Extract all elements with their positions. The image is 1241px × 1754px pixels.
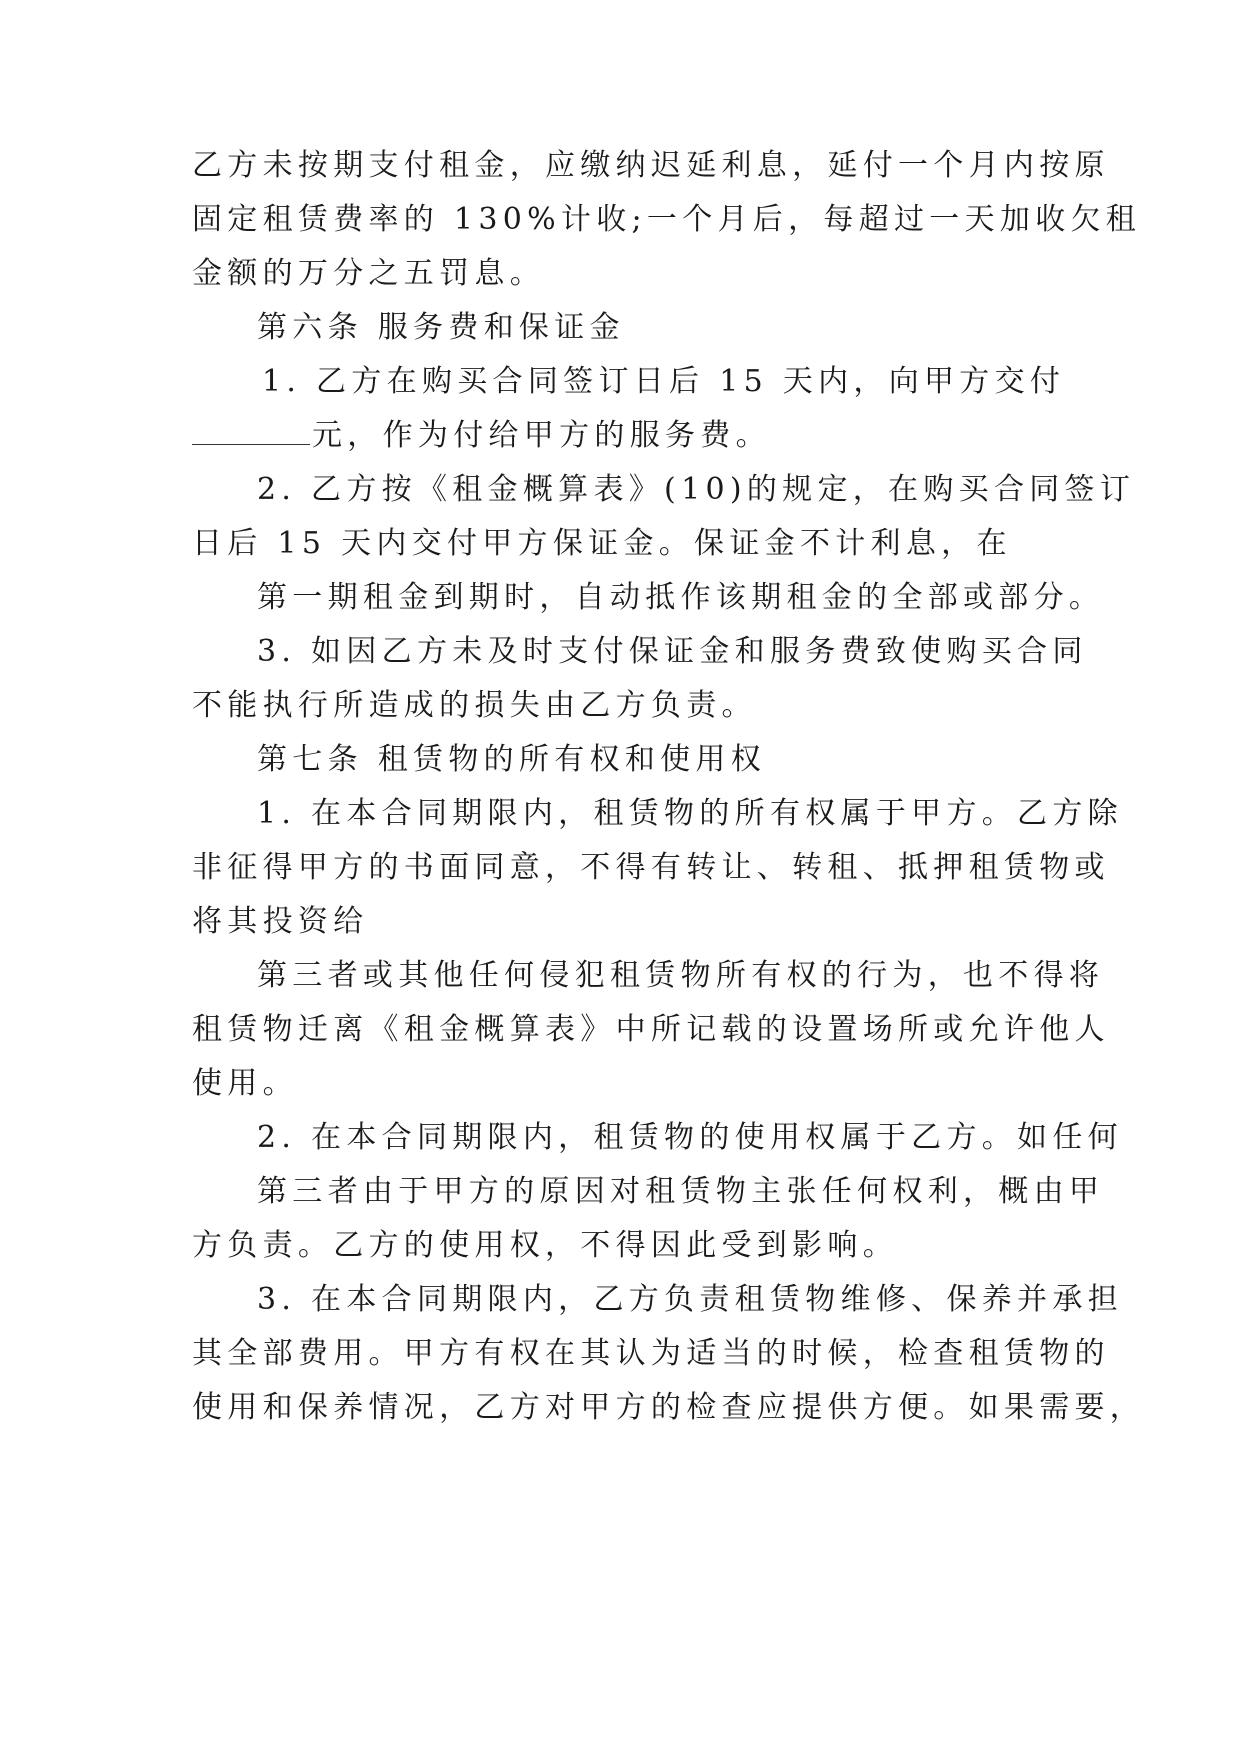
text-line: 方负责。乙方的使用权，不得因此受到影响。 (192, 1228, 898, 1263)
text-line: 1. 乙方在购买合同签订日后 15 天内，向甲方交付 (262, 364, 1066, 399)
text-line: 2. 乙方按《租金概算表》(10)的规定，在购买合同签订 (257, 472, 1136, 507)
text-line: 将其投资给 (192, 904, 369, 939)
text-line: 第三者或其他任何侵犯租赁物所有权的行为，也不得将 (257, 958, 1105, 993)
text-line: 2. 在本合同期限内，租赁物的使用权属于乙方。如任何 (257, 1120, 1123, 1155)
text-line: 不能执行所造成的损失由乙方负责。 (192, 688, 757, 723)
text-line: 金额的万分之五罚息。 (192, 256, 545, 291)
section-heading: 第七条 租赁物的所有权和使用权 (257, 742, 767, 777)
text-line: 3. 在本合同期限内，乙方负责租赁物维修、保养并承担 (257, 1282, 1123, 1317)
fill-in-blank (192, 422, 310, 445)
text-line: 乙方未按期支付租金，应缴纳迟延利息，延付一个月内按原 (192, 148, 1110, 183)
text-line: 固定租赁费率的 130%计收;一个月后，每超过一天加收欠租 (192, 202, 1142, 237)
text-line: 非征得甲方的书面同意，不得有转让、转租、抵押租赁物或 (192, 850, 1110, 885)
text-line: 1. 在本合同期限内，租赁物的所有权属于甲方。乙方除 (257, 796, 1123, 831)
text-line: 第一期租金到期时，自动抵作该期租金的全部或部分。 (257, 580, 1105, 615)
text-line: 第三者由于甲方的原因对租赁物主张任何权利，概由甲 (257, 1174, 1105, 1209)
text-line: 3. 如因乙方未及时支付保证金和服务费致使购买合同 (257, 634, 1088, 669)
text-line: 其全部费用。甲方有权在其认为适当的时候，检查租赁物的 (192, 1336, 1110, 1371)
text-line-with-blank (192, 406, 1092, 466)
text-fragment: 元，作为付给甲方的服务费。 (312, 418, 771, 453)
text-line: 使用。 (192, 1066, 298, 1101)
text-line: 租赁物迁离《租金概算表》中所记载的设置场所或允许他人 (192, 1012, 1110, 1047)
text-line: 使用和保养情况，乙方对甲方的检查应提供方便。如果需要， (192, 1390, 1146, 1425)
text-line: 日后 15 天内交付甲方保证金。保证金不计利息，在 (192, 526, 1012, 561)
section-heading: 第六条 服务费和保证金 (257, 310, 625, 345)
